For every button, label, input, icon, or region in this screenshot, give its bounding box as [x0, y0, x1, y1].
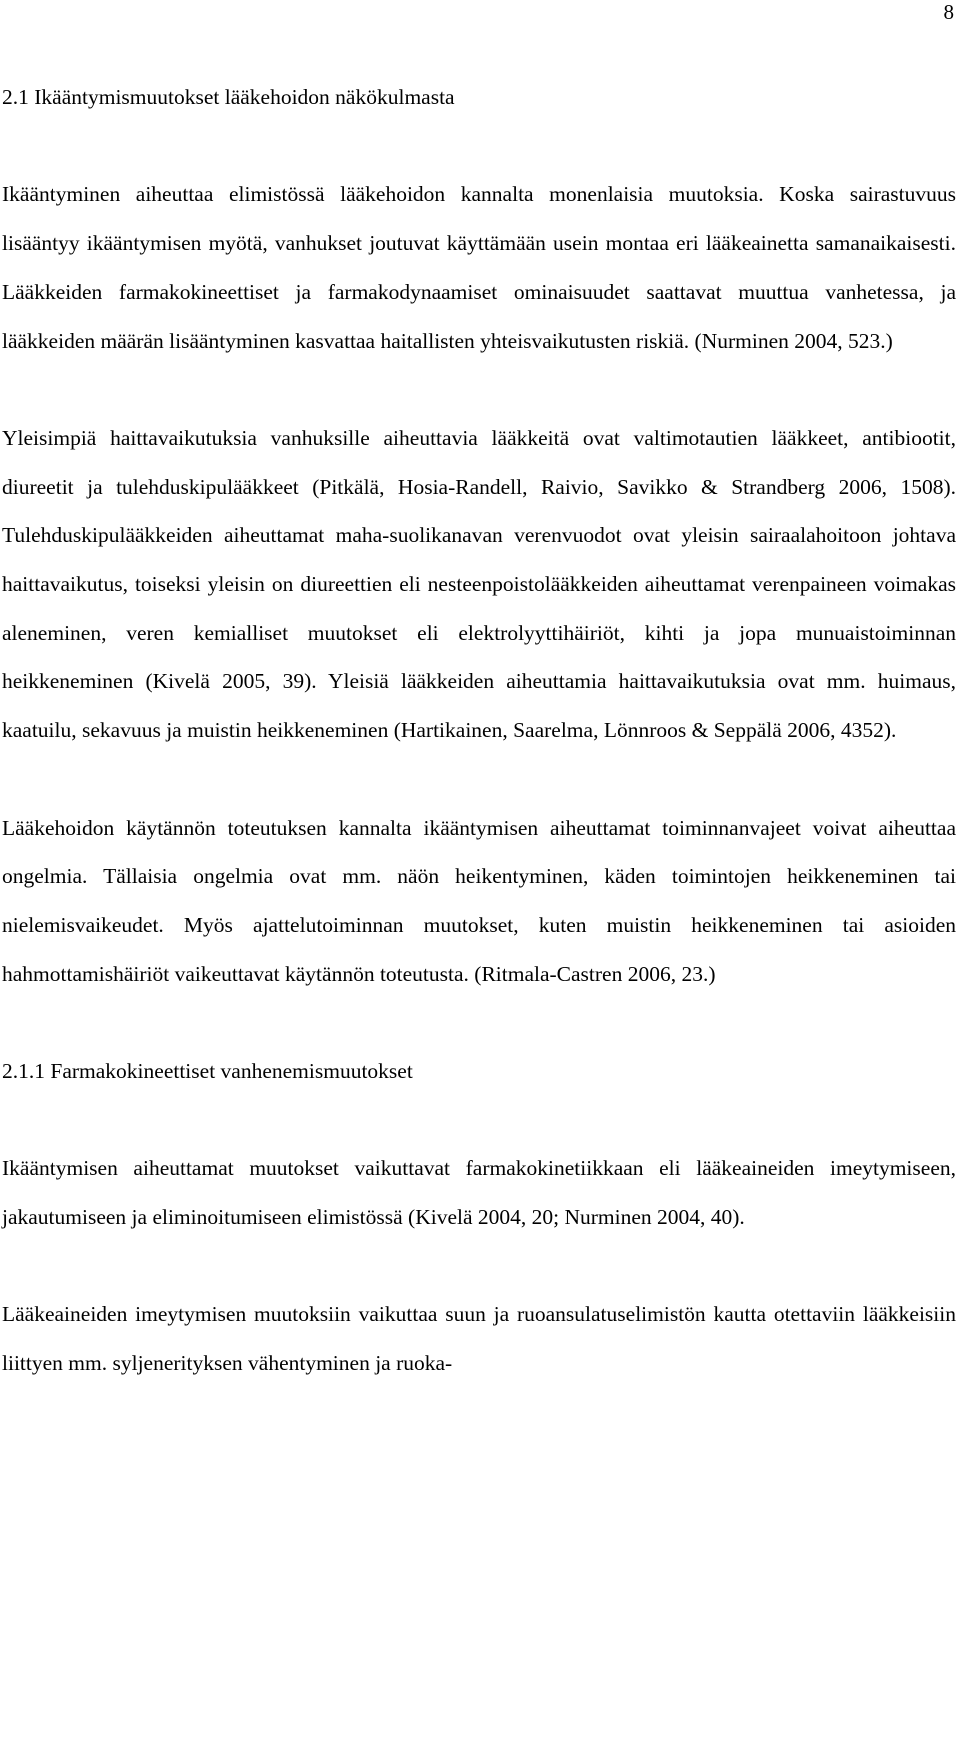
paragraph: Ikääntyminen aiheuttaa elimistössä lääkehoidon kannalta monenlaisia muutoksia. Koska sairastuvuus lisääntyy ikääntymisen myötä, vanhukset joutuvat käyttämään usein montaa eri lääkeainetta samanaikaisesti. Lääkkeiden farmakokineettiset ja farmakodynaamiset ominaisuudet saattavat muuttua vanhetessa, ja lääkkeiden määrän lisääntyminen kasvattaa haitallisten yhteisvaikutusten riskiä. (Nurminen 2004, 523.)	[2, 182, 956, 353]
subsection-heading: 2.1.1 Farmakokineettiset vanhenemismuutokset	[2, 1059, 413, 1083]
paragraph: Lääkehoidon käytännön toteutuksen kannalta ikääntymisen aiheuttamat toiminnanvajeet voivat aiheuttaa ongelmia. Tällaisia ongelmia ovat mm. näön heikentyminen, käden toimintojen heikkeneminen tai nielemisvaikeudet. Myös ajattelutoiminnan muutokset, kuten muistin heikkeneminen tai asioiden hahmottamishäiriöt vaikeuttavat käytännön toteutusta. (Ritmala-Castren 2006, 23.)	[2, 815, 956, 986]
section-heading: 2.1 Ikääntymismuutokset lääkehoidon näkökulmasta	[2, 85, 455, 109]
paragraph: Ikääntymisen aiheuttamat muutokset vaikuttavat farmakokinetiikkaan eli lääkeaineiden imeytymiseen, jakautumiseen ja eliminoitumiseen elimistössä (Kivelä 2004, 20; Nurminen 2004, 40).	[2, 1156, 956, 1230]
document-body	[2, 73, 956, 1388]
paragraph: Lääkeaineiden imeytymisen muutoksiin vaikuttaa suun ja ruoansulatuselimistön kautta otettaviin lääkkeisiin liittyen mm. syljenerityksen vähentyminen ja ruoka-	[2, 1302, 956, 1376]
page-number: 8	[943, 0, 954, 24]
paragraph: Yleisimpiä haittavaikutuksia vanhuksille aiheuttavia lääkkeitä ovat valtimotautien lääkkeet, antibiootit, diureetit ja tulehduskipulääkkeet (Pitkälä, Hosia-Randell, Raivio, Savikko & Strandberg 2006, 1508). Tulehduskipulääkkeiden aiheuttamat maha-suolikanavan verenvuodot ovat yleisin sairaalahoitoon johtava haittavaikutus, toiseksi yleisin on diureettien eli nesteenpoistolääkkeiden aiheuttamat verenpaineen voimakas aleneminen, veren kemialliset muutokset eli elektrolyyttihäiriöt, kihti ja jopa munuaistoiminnan heikkeneminen (Kivelä 2005, 39). Yleisiä lääkkeiden aiheuttamia haittavaikutuksia ovat mm. huimaus, kaatuilu, sekavuus ja muistin heikkeneminen (Hartikainen, Saarelma, Lönnroos & Seppälä 2006, 4352).	[2, 425, 956, 743]
